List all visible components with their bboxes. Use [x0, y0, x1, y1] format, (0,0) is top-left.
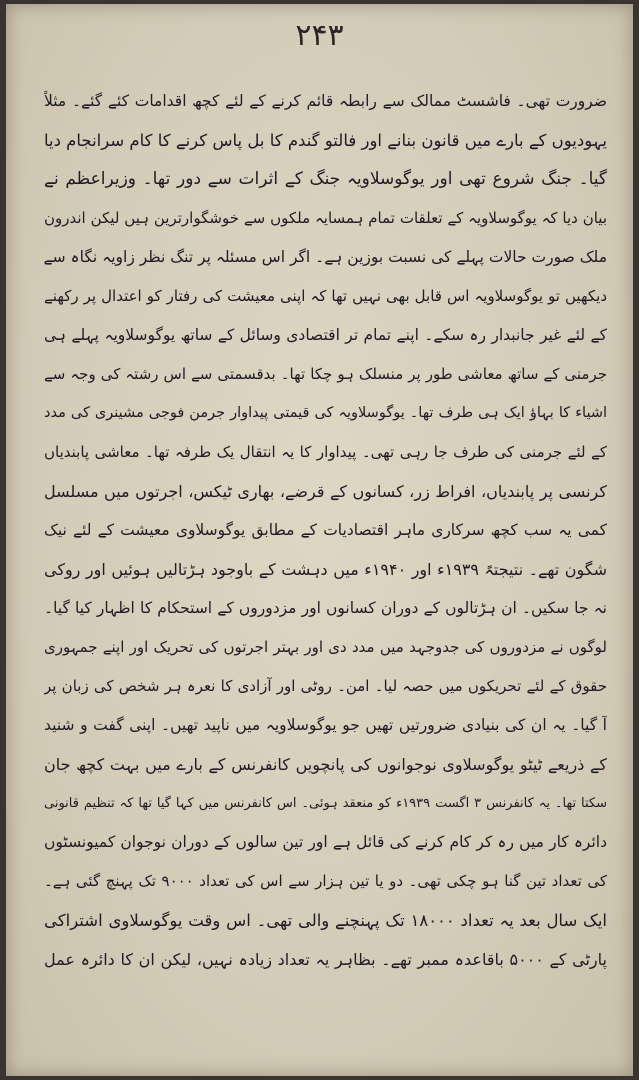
text-line: کے لئے غیر جانبدار رہ سکے۔ اپنے تمام تر اقتصادی وسائل کے ساتھ یوگوسلاویہ پہلے ہی	[44, 326, 607, 344]
text-line: پارٹی کے ۵۰۰۰ باقاعدہ ممبر تھے۔ بظاہر یہ تعداد زیادہ نہیں، لیکن ان کا دائرہ عمل	[44, 950, 607, 969]
text-line: ملک صورت حالات پہلے کی نسبت بوزین ہے۔ اگر اس مسئلہ پر تنگ نظر زاویہ نگاہ سے	[44, 248, 607, 266]
book-page	[6, 4, 633, 1076]
text-line: لوگوں نے مزدوروں کی جدوجہد میں مدد دی اور بہتر اجرتوں کی تحریک اور اپنے جمہوری	[44, 638, 607, 656]
page-number: ۲۴۳	[295, 18, 344, 53]
text-line: بیان دیا کہ یوگوسلاویہ کے تعلقات تمام ہمسایہ ملکوں سے خوشگوارترین ہیں لیکن اندرون	[44, 209, 607, 227]
text-line: دائرہ کار میں رہ کر کام کرنے کی قائل ہے اور تین سالوں کے دوران نوجوان کمیونسٹوں	[44, 833, 607, 851]
text-line: ایک سال بعد یہ تعداد ۱۸۰۰۰ تک پہنچنے والی تھی۔ اس وقت یوگوسلاوی اشتراکی	[44, 911, 607, 930]
text-line: کرنسی پر پابندیاں، افراط زر، کسانوں کے قرضے، بھاری ٹیکس، اجرتوں میں مسلسل	[44, 482, 607, 501]
text-line: کی تعداد تین گنا ہو چکی تھی۔ دو یا تین ہزار سے اس کی تعداد ۹۰۰۰ تک پہنچ گئی ہے۔	[44, 872, 607, 890]
text-line: آ گیا۔ یہ ان کی بنیادی ضرورتیں تھیں جو یوگوسلاویہ میں ناپید تھیں۔ اپنی گفت و شنید	[44, 716, 607, 734]
text-line: کمی یہ سب کچھ سرکاری ماہر اقتصادیات کے مطابق یوگوسلاوی معیشت کے لئے نیک	[44, 521, 607, 539]
text-line: ضرورت تھی۔ فاشسٹ ممالک سے رابطہ قائم کرنے کے لئے کچھ اقدامات کئے گئے۔ مثلاً	[44, 92, 607, 110]
page-body-text	[44, 82, 607, 979]
text-line: اشیاء کا بہاؤ ایک ہی طرف تھا۔ یوگوسلاویہ کی قیمتی پیداوار جرمن فوجی مشینری کی مدد	[44, 405, 607, 421]
text-line: گیا۔ جنگ شروع تھی اور یوگوسلاویہ جنگ کے اثرات سے دور تھا۔ وزیراعظم نے	[44, 169, 607, 189]
text-line: دیکھیں تو یوگوسلاویہ اس قابل بھی نہیں تھا کہ اپنی معیشت کی رفتار کو اعتدال پر رکھنے	[44, 287, 607, 305]
text-line: کے لئے جرمنی کی طرف جا رہی تھی۔ پیداوار کا یہ انتقال یک طرفہ تھا۔ معاشی پابندیاں	[44, 443, 607, 461]
text-line: سکتا تھا۔ یہ کانفرنس ۳ اگست ۱۹۳۹ء کو منعقد ہوئی۔ اس کانفرنس میں کہا گیا تھا کہ تنظیم قانونی	[44, 796, 607, 811]
text-line: کے ذریعے ٹیٹو یوگوسلاوی نوجوانوں کی پانچویں کانفرنس کے بارے میں بہت کچھ جان	[44, 755, 607, 774]
text-line: شگون تھے۔ نتیجتہً ۱۹۳۹ء اور ۱۹۴۰ء میں دہشت کے باوجود ہڑتالیں ہوئیں اور روکی	[44, 560, 607, 579]
text-line: نہ جا سکیں۔ ان ہڑتالوں کے دوران کسانوں اور مزدوروں کے استحکام کا اظہار کیا گیا۔	[44, 599, 607, 617]
text-line: یہودیوں کے بارے میں قانون بنانے اور فالتو گندم کا بل پاس کرنے کا کام سرانجام دیا	[44, 131, 607, 150]
text-line: جرمنی کے ساتھ معاشی طور پر منسلک ہو چکا تھا۔ بدقسمتی سے اس رشتہ کی وجہ سے	[44, 365, 607, 383]
text-line: حقوق کے لئے تحریکوں میں حصہ لیا۔ امن۔ روٹی اور آزادی کا نعرہ ہر شخص کی زبان پر	[44, 677, 607, 695]
